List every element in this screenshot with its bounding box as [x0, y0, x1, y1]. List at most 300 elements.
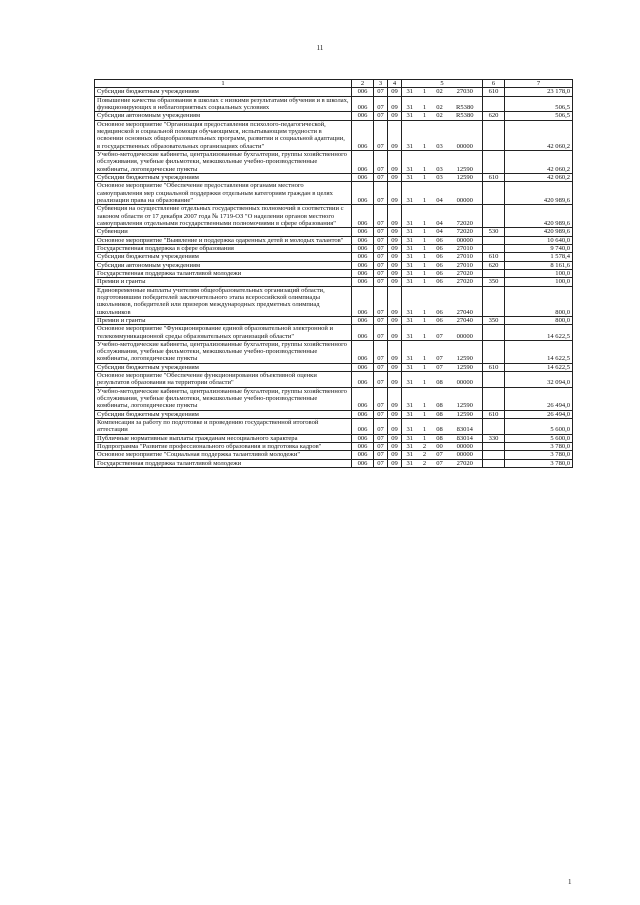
row-ministry-code: 006	[352, 443, 374, 451]
row-direction-code: R5380	[448, 112, 483, 120]
row-description: Субсидии бюджетным учреждениям	[95, 173, 352, 181]
row-expense-type	[483, 387, 505, 410]
row-direction-code: 27010	[448, 253, 483, 261]
row-subsection-code: 09	[388, 316, 402, 324]
row-direction-code: 12590	[448, 173, 483, 181]
row-description: Субсидии бюджетным учреждениям	[95, 253, 352, 261]
row-direction-code: 00000	[448, 443, 483, 451]
row-amount: 1 578,4	[505, 253, 573, 261]
row-subprogram-code: 1	[418, 363, 432, 371]
row-subprogram-code: 1	[418, 244, 432, 252]
row-section-code: 07	[374, 419, 388, 435]
row-event-code: 08	[432, 434, 448, 442]
row-description: Учебно-методические кабинеты, централизованные бухгалтерии, группы хозяйственного обслуживания, учебные фильмотеки, межшкольные учебно-производственные комбинаты, логопедические пункты	[95, 340, 352, 363]
row-subsection-code: 09	[388, 173, 402, 181]
row-subprogram-code: 1	[418, 316, 432, 324]
row-program-code: 31	[402, 150, 418, 173]
table-row	[95, 316, 573, 324]
row-ministry-code: 006	[352, 253, 374, 261]
row-direction-code: 12590	[448, 150, 483, 173]
row-subprogram-code: 1	[418, 205, 432, 228]
row-ministry-code: 006	[352, 387, 374, 410]
row-program-code: 31	[402, 443, 418, 451]
row-ministry-code: 006	[352, 96, 374, 112]
row-amount: 100,0	[505, 269, 573, 277]
row-subsection-code: 09	[388, 150, 402, 173]
row-amount: 42 060,2	[505, 150, 573, 173]
row-section-code: 07	[374, 228, 388, 236]
table-row	[95, 410, 573, 418]
row-ministry-code: 006	[352, 451, 374, 459]
row-section-code: 07	[374, 278, 388, 286]
row-section-code: 07	[374, 387, 388, 410]
table-row	[95, 443, 573, 451]
row-subsection-code: 09	[388, 120, 402, 150]
row-ministry-code: 006	[352, 316, 374, 324]
row-subprogram-code: 2	[418, 443, 432, 451]
row-amount: 506,5	[505, 96, 573, 112]
row-subsection-code: 09	[388, 387, 402, 410]
row-amount: 32 094,0	[505, 372, 573, 388]
row-description: Публичные нормативные выплаты гражданам несоциального характера	[95, 434, 352, 442]
row-ministry-code: 006	[352, 244, 374, 252]
row-subprogram-code: 1	[418, 434, 432, 442]
row-ministry-code: 006	[352, 286, 374, 316]
row-program-code: 31	[402, 286, 418, 316]
row-expense-type: 620	[483, 261, 505, 269]
row-description: Государственная поддержка талантливой молодежи	[95, 459, 352, 467]
row-description: Субвенции	[95, 228, 352, 236]
row-expense-type: 330	[483, 434, 505, 442]
table-row	[95, 253, 573, 261]
row-subsection-code: 09	[388, 253, 402, 261]
row-event-code: 06	[432, 253, 448, 261]
table-row	[95, 269, 573, 277]
row-subsection-code: 09	[388, 236, 402, 244]
row-direction-code: 27010	[448, 261, 483, 269]
row-expense-type: 350	[483, 316, 505, 324]
row-expense-type	[483, 372, 505, 388]
row-direction-code: 00000	[448, 372, 483, 388]
row-subsection-code: 09	[388, 182, 402, 205]
row-expense-type	[483, 459, 505, 467]
row-program-code: 31	[402, 112, 418, 120]
row-program-code: 31	[402, 269, 418, 277]
row-section-code: 07	[374, 150, 388, 173]
row-direction-code: 00000	[448, 325, 483, 341]
row-subprogram-code: 1	[418, 150, 432, 173]
table-row	[95, 278, 573, 286]
row-direction-code: 00000	[448, 182, 483, 205]
row-program-code: 31	[402, 120, 418, 150]
table-row	[95, 434, 573, 442]
row-event-code: 06	[432, 278, 448, 286]
table-row	[95, 340, 573, 363]
table-row	[95, 244, 573, 252]
row-program-code: 31	[402, 363, 418, 371]
row-ministry-code: 006	[352, 236, 374, 244]
table-row	[95, 173, 573, 181]
row-expense-type	[483, 236, 505, 244]
row-description: Государственная поддержка талантливой молодежи	[95, 269, 352, 277]
row-subsection-code: 09	[388, 244, 402, 252]
row-section-code: 07	[374, 451, 388, 459]
row-ministry-code: 006	[352, 120, 374, 150]
row-event-code: 07	[432, 340, 448, 363]
row-subsection-code: 09	[388, 419, 402, 435]
row-description: Субвенция на осуществление отдельных государственных полномочий в соответствии с законом области от 17 декабря 2007 года № 1719-ОЗ "О наделении органов местного самоуправления отдельными государственными полномочиями в сфере образования"	[95, 205, 352, 228]
row-expense-type: 610	[483, 253, 505, 261]
row-description: Премии и гранты	[95, 316, 352, 324]
row-ministry-code: 006	[352, 363, 374, 371]
row-ministry-code: 006	[352, 112, 374, 120]
row-expense-type	[483, 120, 505, 150]
row-subsection-code: 09	[388, 112, 402, 120]
row-section-code: 07	[374, 112, 388, 120]
row-ministry-code: 006	[352, 150, 374, 173]
table-row	[95, 236, 573, 244]
row-section-code: 07	[374, 340, 388, 363]
row-event-code: 08	[432, 410, 448, 418]
row-ministry-code: 006	[352, 372, 374, 388]
header-col-7: 7	[505, 80, 573, 88]
table-row	[95, 363, 573, 371]
row-section-code: 07	[374, 372, 388, 388]
row-event-code: 07	[432, 451, 448, 459]
row-event-code: 03	[432, 120, 448, 150]
row-amount: 800,0	[505, 316, 573, 324]
row-event-code: 04	[432, 182, 448, 205]
row-description: Государственная поддержка в сфере образования	[95, 244, 352, 252]
row-subsection-code: 09	[388, 286, 402, 316]
row-section-code: 07	[374, 261, 388, 269]
row-event-code: 06	[432, 261, 448, 269]
row-amount: 420 989,6	[505, 205, 573, 228]
row-program-code: 31	[402, 372, 418, 388]
row-program-code: 31	[402, 316, 418, 324]
row-description: Субсидии автономным учреждениям	[95, 261, 352, 269]
row-description: Субсидии бюджетным учреждениям	[95, 88, 352, 96]
row-direction-code: R5380	[448, 96, 483, 112]
row-amount: 800,0	[505, 286, 573, 316]
table-row	[95, 112, 573, 120]
row-program-code: 31	[402, 278, 418, 286]
row-event-code: 02	[432, 96, 448, 112]
row-expense-type: 610	[483, 173, 505, 181]
row-ministry-code: 006	[352, 269, 374, 277]
row-program-code: 31	[402, 325, 418, 341]
row-section-code: 07	[374, 236, 388, 244]
row-ministry-code: 006	[352, 325, 374, 341]
row-subprogram-code: 1	[418, 112, 432, 120]
row-expense-type	[483, 182, 505, 205]
table-row	[95, 387, 573, 410]
table-row	[95, 88, 573, 96]
row-subprogram-code: 1	[418, 88, 432, 96]
row-subprogram-code: 1	[418, 253, 432, 261]
row-program-code: 31	[402, 88, 418, 96]
row-ministry-code: 006	[352, 182, 374, 205]
row-event-code: 08	[432, 419, 448, 435]
row-section-code: 07	[374, 443, 388, 451]
row-section-code: 07	[374, 173, 388, 181]
row-description: Премии и гранты	[95, 278, 352, 286]
row-direction-code: 83014	[448, 434, 483, 442]
table-row	[95, 96, 573, 112]
row-description: Подпрограмма "Развитие профессионального образования и подготовка кадров"	[95, 443, 352, 451]
row-program-code: 31	[402, 96, 418, 112]
row-ministry-code: 006	[352, 340, 374, 363]
row-section-code: 07	[374, 459, 388, 467]
row-section-code: 07	[374, 325, 388, 341]
row-description: Повышение качества образования в школах с низкими результатами обучения и в школах, функционирующих в неблагоприятных социальных условиях	[95, 96, 352, 112]
row-event-code: 06	[432, 236, 448, 244]
row-event-code: 07	[432, 363, 448, 371]
row-direction-code: 12590	[448, 363, 483, 371]
row-expense-type	[483, 150, 505, 173]
row-subsection-code: 09	[388, 325, 402, 341]
row-expense-type	[483, 269, 505, 277]
row-subprogram-code: 1	[418, 96, 432, 112]
row-amount: 10 640,0	[505, 236, 573, 244]
row-program-code: 31	[402, 205, 418, 228]
row-expense-type: 620	[483, 112, 505, 120]
row-amount: 3 780,0	[505, 443, 573, 451]
row-subsection-code: 09	[388, 96, 402, 112]
row-direction-code: 27020	[448, 269, 483, 277]
row-section-code: 07	[374, 410, 388, 418]
row-subprogram-code: 1	[418, 173, 432, 181]
row-section-code: 07	[374, 244, 388, 252]
row-description: Субсидии бюджетным учреждениям	[95, 363, 352, 371]
row-direction-code: 27030	[448, 88, 483, 96]
row-subsection-code: 09	[388, 459, 402, 467]
row-subprogram-code: 1	[418, 372, 432, 388]
row-program-code: 31	[402, 459, 418, 467]
row-subsection-code: 09	[388, 410, 402, 418]
row-subsection-code: 09	[388, 372, 402, 388]
table-row	[95, 205, 573, 228]
row-subsection-code: 09	[388, 261, 402, 269]
table-row	[95, 150, 573, 173]
row-program-code: 31	[402, 253, 418, 261]
row-event-code: 04	[432, 205, 448, 228]
row-event-code: 06	[432, 286, 448, 316]
table-row	[95, 286, 573, 316]
row-expense-type	[483, 205, 505, 228]
row-subprogram-code: 1	[418, 419, 432, 435]
row-direction-code: 12590	[448, 340, 483, 363]
row-description: Субсидии бюджетным учреждениям	[95, 410, 352, 418]
row-section-code: 07	[374, 182, 388, 205]
row-subsection-code: 09	[388, 363, 402, 371]
row-expense-type	[483, 325, 505, 341]
row-event-code: 03	[432, 150, 448, 173]
row-amount: 9 740,0	[505, 244, 573, 252]
header-col-2: 2	[352, 80, 374, 88]
table-header-row	[95, 80, 573, 88]
row-event-code: 02	[432, 112, 448, 120]
row-section-code: 07	[374, 120, 388, 150]
row-amount: 23 178,0	[505, 88, 573, 96]
row-expense-type	[483, 419, 505, 435]
row-expense-type	[483, 443, 505, 451]
row-program-code: 31	[402, 434, 418, 442]
row-event-code: 08	[432, 387, 448, 410]
row-description: Единовременные выплаты учителям общеобразовательных организаций области, подготовившим победителей заключительного этапа всероссийской олимпиады школьников, победителей или призеров международных предметных олимпиад школьников	[95, 286, 352, 316]
row-subsection-code: 09	[388, 443, 402, 451]
row-description: Учебно-методические кабинеты, централизованные бухгалтерии, группы хозяйственного обслуживания, учебные фильмотеки, межшкольные учебно-производственные комбинаты, логопедические пункты	[95, 150, 352, 173]
row-section-code: 07	[374, 253, 388, 261]
row-amount: 3 780,0	[505, 459, 573, 467]
row-subprogram-code: 1	[418, 387, 432, 410]
row-direction-code: 72020	[448, 228, 483, 236]
row-subprogram-code: 1	[418, 410, 432, 418]
row-ministry-code: 006	[352, 278, 374, 286]
row-subprogram-code: 2	[418, 459, 432, 467]
row-program-code: 31	[402, 451, 418, 459]
row-amount: 5 600,0	[505, 434, 573, 442]
row-ministry-code: 006	[352, 459, 374, 467]
row-program-code: 31	[402, 261, 418, 269]
row-amount: 8 161,6	[505, 261, 573, 269]
row-direction-code: 00000	[448, 451, 483, 459]
row-direction-code: 00000	[448, 236, 483, 244]
row-ministry-code: 006	[352, 228, 374, 236]
row-direction-code: 83014	[448, 419, 483, 435]
header-col-4: 4	[388, 80, 402, 88]
row-description: Основное мероприятие "Обеспечение функционирования объективной оценки результатов образования на территории области"	[95, 372, 352, 388]
row-subprogram-code: 1	[418, 340, 432, 363]
row-program-code: 31	[402, 173, 418, 181]
row-expense-type	[483, 96, 505, 112]
row-section-code: 07	[374, 316, 388, 324]
row-event-code: 07	[432, 459, 448, 467]
row-direction-code: 12590	[448, 410, 483, 418]
table-row	[95, 372, 573, 388]
row-subsection-code: 09	[388, 434, 402, 442]
row-amount: 3 780,0	[505, 451, 573, 459]
row-expense-type	[483, 340, 505, 363]
row-subsection-code: 09	[388, 269, 402, 277]
row-direction-code: 27010	[448, 244, 483, 252]
row-section-code: 07	[374, 88, 388, 96]
row-description: Основное мероприятие "Обеспечение предоставления органами местного самоуправления мер социальной поддержки отдельным категориям граждан в целях реализации права на образование"	[95, 182, 352, 205]
row-program-code: 31	[402, 182, 418, 205]
row-subsection-code: 09	[388, 205, 402, 228]
row-amount: 5 600,0	[505, 419, 573, 435]
row-direction-code: 27020	[448, 278, 483, 286]
row-program-code: 31	[402, 228, 418, 236]
row-direction-code: 27040	[448, 316, 483, 324]
row-subprogram-code: 1	[418, 120, 432, 150]
row-subprogram-code: 2	[418, 451, 432, 459]
row-ministry-code: 006	[352, 173, 374, 181]
row-amount: 26 494,0	[505, 387, 573, 410]
row-event-code: 08	[432, 372, 448, 388]
row-ministry-code: 006	[352, 410, 374, 418]
row-event-code: 03	[432, 173, 448, 181]
row-amount: 420 989,6	[505, 182, 573, 205]
row-amount: 42 060,2	[505, 120, 573, 150]
row-expense-type: 350	[483, 278, 505, 286]
row-direction-code: 00000	[448, 120, 483, 150]
row-direction-code: 27040	[448, 286, 483, 316]
row-program-code: 31	[402, 244, 418, 252]
row-event-code: 06	[432, 316, 448, 324]
row-expense-type	[483, 451, 505, 459]
row-program-code: 31	[402, 410, 418, 418]
row-expense-type	[483, 286, 505, 316]
row-subprogram-code: 1	[418, 228, 432, 236]
row-subprogram-code: 1	[418, 269, 432, 277]
row-section-code: 07	[374, 286, 388, 316]
row-section-code: 07	[374, 205, 388, 228]
row-description: Основное мероприятие "Выявление и поддержка одаренных детей и молодых талантов"	[95, 236, 352, 244]
table-row	[95, 419, 573, 435]
table-row	[95, 182, 573, 205]
row-direction-code: 27020	[448, 459, 483, 467]
row-direction-code: 72020	[448, 205, 483, 228]
row-subprogram-code: 1	[418, 278, 432, 286]
row-amount: 100,0	[505, 278, 573, 286]
corner-mark: 1	[568, 878, 572, 886]
row-event-code: 04	[432, 228, 448, 236]
row-subprogram-code: 1	[418, 325, 432, 341]
row-description: Основное мероприятие "Социальная поддержка талантливой молодежи"	[95, 451, 352, 459]
row-section-code: 07	[374, 269, 388, 277]
row-subsection-code: 09	[388, 228, 402, 236]
row-ministry-code: 006	[352, 261, 374, 269]
row-event-code: 00	[432, 443, 448, 451]
row-section-code: 07	[374, 363, 388, 371]
row-amount: 14 622,5	[505, 325, 573, 341]
row-expense-type	[483, 244, 505, 252]
header-col-5: 5	[402, 80, 483, 88]
row-ministry-code: 006	[352, 205, 374, 228]
row-section-code: 07	[374, 96, 388, 112]
row-event-code: 02	[432, 88, 448, 96]
row-direction-code: 12590	[448, 387, 483, 410]
row-subsection-code: 09	[388, 88, 402, 96]
table-row	[95, 459, 573, 467]
row-ministry-code: 006	[352, 419, 374, 435]
row-subsection-code: 09	[388, 451, 402, 459]
table-row	[95, 120, 573, 150]
table-row	[95, 325, 573, 341]
table-row	[95, 228, 573, 236]
row-description: Основное мероприятие "Организация предоставления психолого-педагогической, медицинской и социальной помощи обучающимся, испытывающим трудности в освоении основных общеобразовательных программ, развитии и социальной адаптации, в государственных образовательных организациях области"	[95, 120, 352, 150]
row-section-code: 07	[374, 434, 388, 442]
row-program-code: 31	[402, 419, 418, 435]
row-program-code: 31	[402, 340, 418, 363]
row-amount: 26 494,0	[505, 410, 573, 418]
row-event-code: 06	[432, 269, 448, 277]
row-description: Субсидии автономным учреждениям	[95, 112, 352, 120]
header-col-3: 3	[374, 80, 388, 88]
row-ministry-code: 006	[352, 88, 374, 96]
row-description: Компенсация за работу по подготовке и проведению государственной итоговой аттестации	[95, 419, 352, 435]
row-expense-type: 610	[483, 410, 505, 418]
row-subsection-code: 09	[388, 340, 402, 363]
row-subprogram-code: 1	[418, 261, 432, 269]
row-amount: 420 989,6	[505, 228, 573, 236]
header-col-6: 6	[483, 80, 505, 88]
row-amount: 14 622,5	[505, 363, 573, 371]
row-expense-type: 610	[483, 363, 505, 371]
row-ministry-code: 006	[352, 434, 374, 442]
budget-table	[94, 79, 573, 468]
